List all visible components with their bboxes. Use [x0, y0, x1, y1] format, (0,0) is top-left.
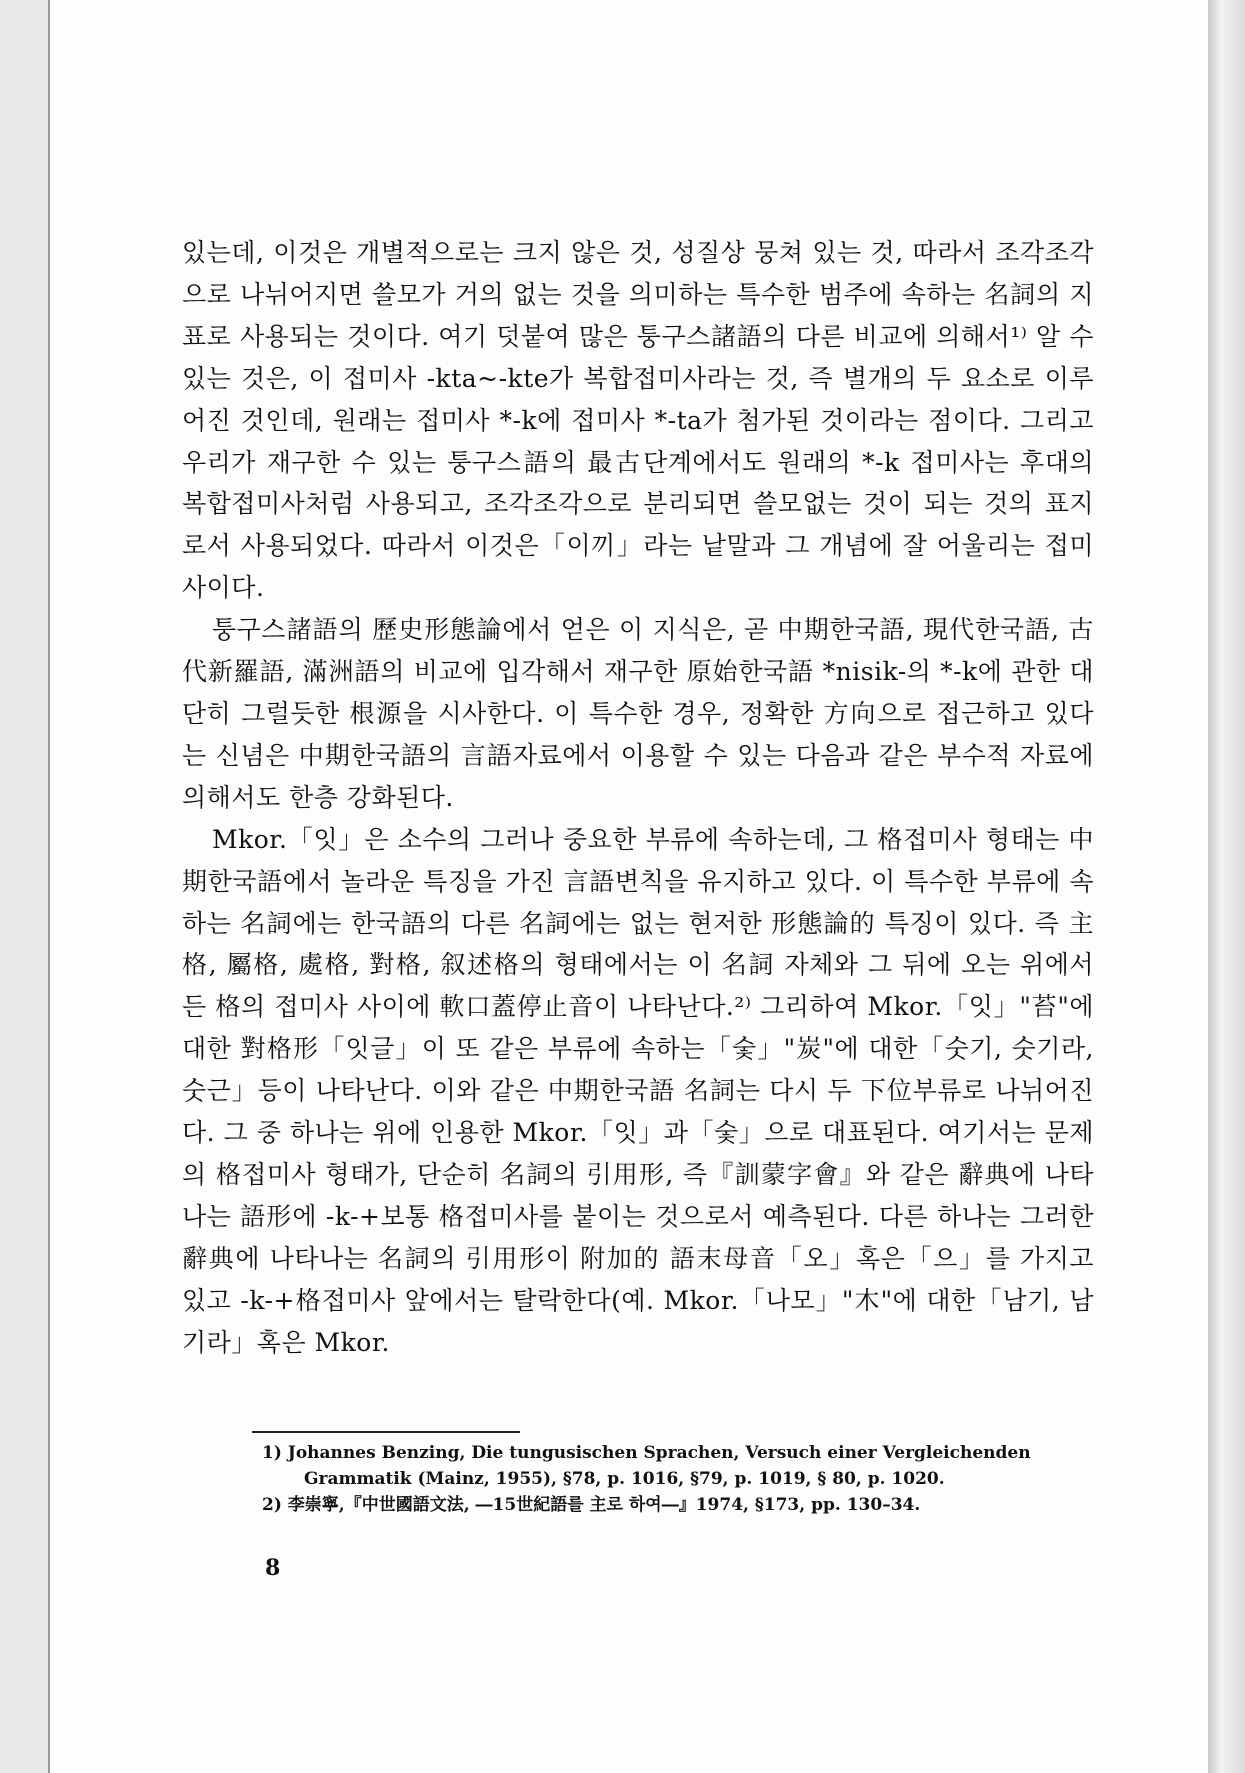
footnote-1-line2: Grammatik (Mainz, 1955), §78, p. 1016, §79, p. 1019, § 80, p. 1020. — [304, 1469, 945, 1489]
footnotes — [262, 1440, 1102, 1518]
footnote-1-marker: 1) — [262, 1443, 282, 1463]
paragraph-2: 퉁구스諸語의 歷史形態論에서 얻은 이 지식은, 곧 中期한국語, 現代한국語, 古代新羅語, 滿洲語의 비교에 입각해서 재구한 原始한국語 *nisik-의 *-k에 관한 대단히 그럴듯한 根源을 시사한다. 이 특수한 경우, 정확한 方向으로 접근하고 있다는 신념은 中期한국語의 言語자료에서 이용할 수 있는 다음과 같은 부수적 자료에 의해서도 한층 강화된다. — [182, 615, 1094, 812]
paragraph-1: 있는데, 이것은 개별적으로는 크지 않은 것, 성질상 뭉쳐 있는 것, 따라서 조각조각으로 나뉘어지면 쓸모가 거의 없는 것을 의미하는 특수한 범주에 속하는 名詞의 지표로 사용되는 것이다. 여기 덧붙여 많은 퉁구스諸語의 다른 비교에 의해서¹⁾ 알 수 있는 것은, 이 접미사 -kta~-kte가 복합접미사라는 것, 즉 별개의 두 요소로 이루어진 것인데, 원래는 접미사 *-k에 접미사 *-ta가 첨가된 것이라는 점이다. 그리고 우리가 재구한 수 있는 퉁구스語의 最古단계에서도 원래의 *-k 접미사는 후대의 복합접미사처럼 사용되고, 조각조각으로 분리되면 쓸모없는 것이 되는 것의 표지로서 사용되었다. 따라서 이것은「이끼」라는 낱말과 그 개념에 잘 어울리는 접미사이다. — [182, 238, 1094, 603]
footnote-1 — [262, 1440, 1102, 1492]
footnote-rule — [252, 1431, 520, 1433]
footnote-2-line1: 李崇寧,『中世國語文法, ―15世紀語를 主로 하여―』1974, §173, pp. 130–34. — [287, 1495, 921, 1515]
paragraph-3: Mkor.「잇」은 소수의 그러나 중요한 부류에 속하는데, 그 格접미사 형태는 中期한국語에서 놀라운 특징을 가진 言語변칙을 유지하고 있다. 이 특수한 부류에 속하는 名詞에는 한국語의 다른 名詞에는 없는 현저한 形態論的 특징이 있다. 즉 主格, 屬格, 處格, 對格, 叙述格의 형태에서는 이 名詞 자체와 그 뒤에 오는 위에서 든 格의 접미사 사이에 軟口蓋停止音이 나타난다.²⁾ 그리하여 Mkor.「잇」"苔"에 대한 對格形「잇글」이 또 같은 부류에 속하는「숯」"炭"에 대한「숫기, 숫기라, 숫근」등이 나타난다. 이와 같은 中期한국語 名詞는 다시 두 下位부류로 나뉘어진다. 그 중 하나는 위에 인용한 Mkor.「잇」과「숯」으로 대표된다. 여기서는 문제의 格접미사 형태가, 단순히 名詞의 引用形, 즉『訓蒙字會』와 같은 辭典에 나타나는 語形에 -k-+보통 格접미사를 붙이는 것으로서 예측된다. 다른 하나는 그러한 辭典에 나타나는 名詞의 引用形이 附加的 語末母音「오」혹은「으」를 가지고 있고 -k-+格접미사 앞에서는 탈락한다(예. Mkor.「나모」"木"에 대한「남기, 남기라」혹은 Mkor. — [182, 824, 1094, 1357]
page-edge-shadow — [1208, 0, 1245, 1773]
footnote-2 — [262, 1492, 1102, 1518]
page-number: 8 — [265, 1555, 281, 1581]
body-text — [182, 232, 1094, 1363]
footnote-1-line1: Johannes Benzing, Die tungusischen Sprachen, Versuch einer Vergleichenden — [287, 1443, 1031, 1463]
footnote-2-marker: 2) — [262, 1495, 282, 1515]
